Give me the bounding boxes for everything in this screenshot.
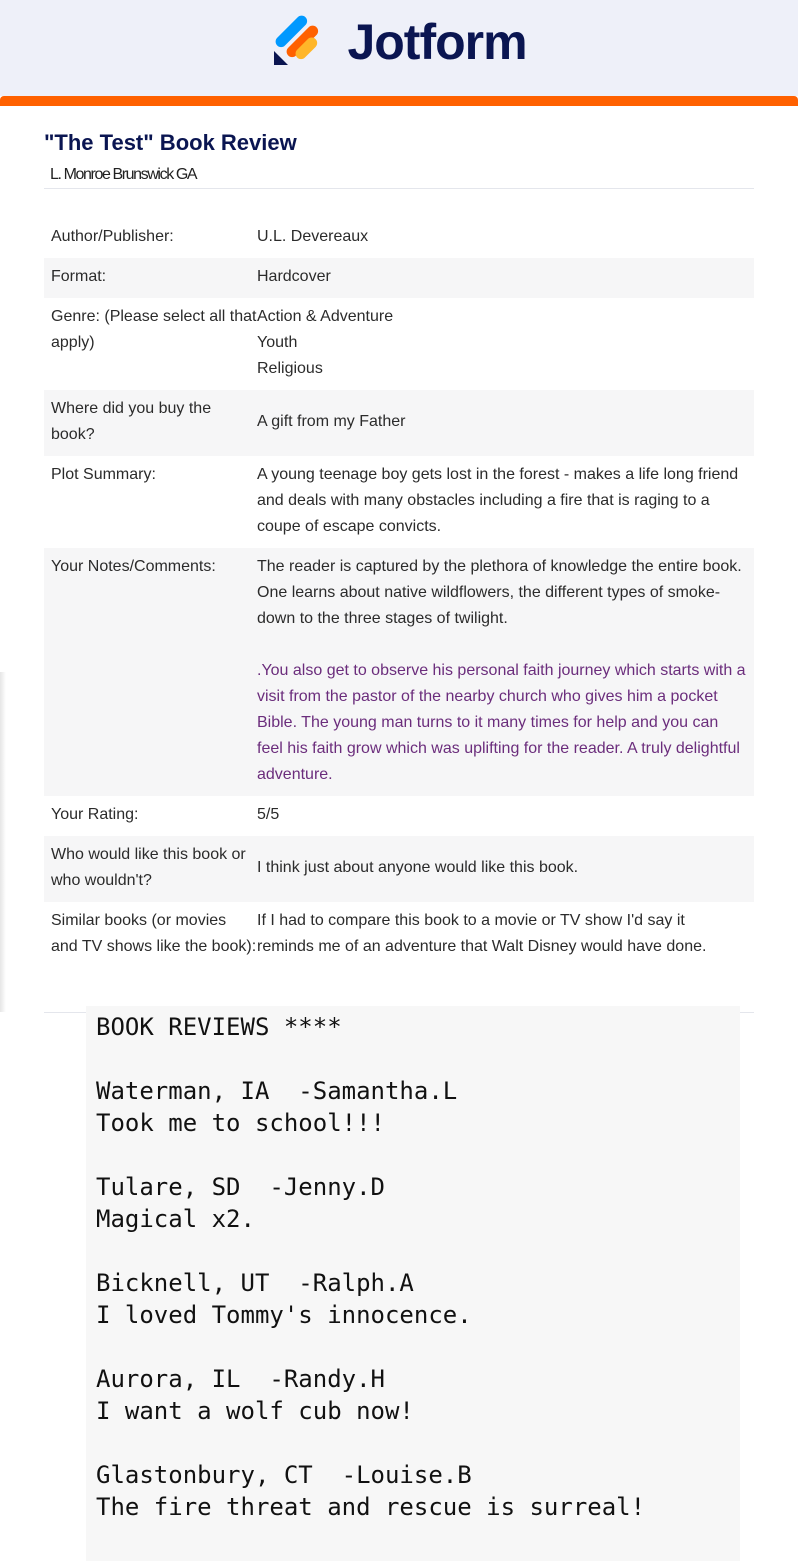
answer-value xyxy=(257,908,754,960)
row-format xyxy=(44,258,754,298)
row-author xyxy=(44,218,754,258)
review-comment: Took me to school!!! xyxy=(96,1109,385,1137)
review-comment: I loved Tommy's innocence. xyxy=(96,1301,472,1329)
question-label: Format: xyxy=(51,268,107,285)
notes-paragraph: .You also get to observe his personal faith journey which starts with a visit from the pastor of the nearby church who gives him a pocket Bible. The young man turns to it many times for help and you can feel his faith grow which was uplifting for the reader. A truly delightful adventure. xyxy=(257,662,746,783)
review-comment: The fire threat and rescue is surreal! xyxy=(96,1493,646,1521)
answer-value xyxy=(257,264,754,290)
row-notes xyxy=(44,548,754,796)
row-purchase xyxy=(44,390,754,456)
review-location: Tulare, SD -Jenny.D xyxy=(96,1173,385,1201)
form-title: "The Test" Book Review xyxy=(44,130,297,155)
answers-table xyxy=(44,218,754,968)
answer-text: If I had to compare this book to a movie or TV show I'd say it reminds me of an adventure that Walt Disney would have done. xyxy=(257,912,707,955)
row-audience xyxy=(44,836,754,902)
genre-option: Youth xyxy=(257,334,298,351)
jotform-logo-icon xyxy=(271,15,321,69)
answer-value xyxy=(257,554,754,788)
edge-shadow xyxy=(0,672,6,1012)
review-location: Bicknell, UT -Ralph.A xyxy=(96,1269,414,1297)
divider xyxy=(44,188,754,189)
accent-bar xyxy=(0,96,798,106)
genre-option: Action & Adventure xyxy=(257,308,394,325)
answer-value xyxy=(257,855,754,881)
question-label: Author/Publisher: xyxy=(51,228,174,245)
review-form xyxy=(44,106,754,968)
reviews-heading: BOOK REVIEWS **** xyxy=(96,1013,342,1041)
row-rating xyxy=(44,796,754,836)
book-reviews-panel xyxy=(86,1006,740,1561)
answer-text: U.L. Devereaux xyxy=(257,228,369,245)
answer-value xyxy=(257,802,754,828)
answer-text: Hardcover xyxy=(257,268,331,285)
review-location: Waterman, IA -Samantha.L xyxy=(96,1077,458,1105)
notes-paragraph: The reader is captured by the plethora of knowledge the entire book. One learns about native wildflowers, the different types of smoke- down to the three stages of twilight. xyxy=(257,558,742,627)
answer-text: I think just about anyone would like this book. xyxy=(257,859,579,876)
question-label: Where did you buy the book? xyxy=(51,400,212,443)
row-similar xyxy=(44,902,754,968)
answer-value xyxy=(257,304,754,382)
answer-value xyxy=(257,409,754,435)
answer-text: A gift from my Father xyxy=(257,413,406,430)
answer-text: A young teenage boy gets lost in the forest - makes a life long friend and deals with many obstacles including a fire that is raging to a coupe of escape convicts. xyxy=(257,466,739,535)
review-comment: I want a wolf cub now! xyxy=(96,1397,414,1425)
row-plot xyxy=(44,456,754,548)
question-label: Plot Summary: xyxy=(51,466,156,483)
form-subtitle: L. Monroe Brunswick GA xyxy=(50,166,197,183)
review-location: Glastonbury, CT -Louise.B xyxy=(96,1461,472,1489)
row-genre xyxy=(44,298,754,390)
question-label: Your Rating: xyxy=(51,806,139,823)
question-label: Who would like this book or who wouldn't? xyxy=(51,846,246,889)
genre-option: Religious xyxy=(257,360,323,377)
question-label: Your Notes/Comments: xyxy=(51,558,216,575)
header xyxy=(0,0,798,96)
rating-value: 5/5 xyxy=(257,806,280,823)
question-label: Genre: (Please select all that apply) xyxy=(51,308,257,351)
brand-name: Jotform xyxy=(347,14,527,70)
question-label: Similar books (or movies and TV shows like the book): xyxy=(51,912,257,955)
jotform-logo[interactable] xyxy=(271,13,526,71)
answer-value xyxy=(257,224,754,250)
answer-value xyxy=(257,462,754,540)
review-comment: Magical x2. xyxy=(96,1205,255,1233)
review-location: Aurora, IL -Randy.H xyxy=(96,1365,385,1393)
